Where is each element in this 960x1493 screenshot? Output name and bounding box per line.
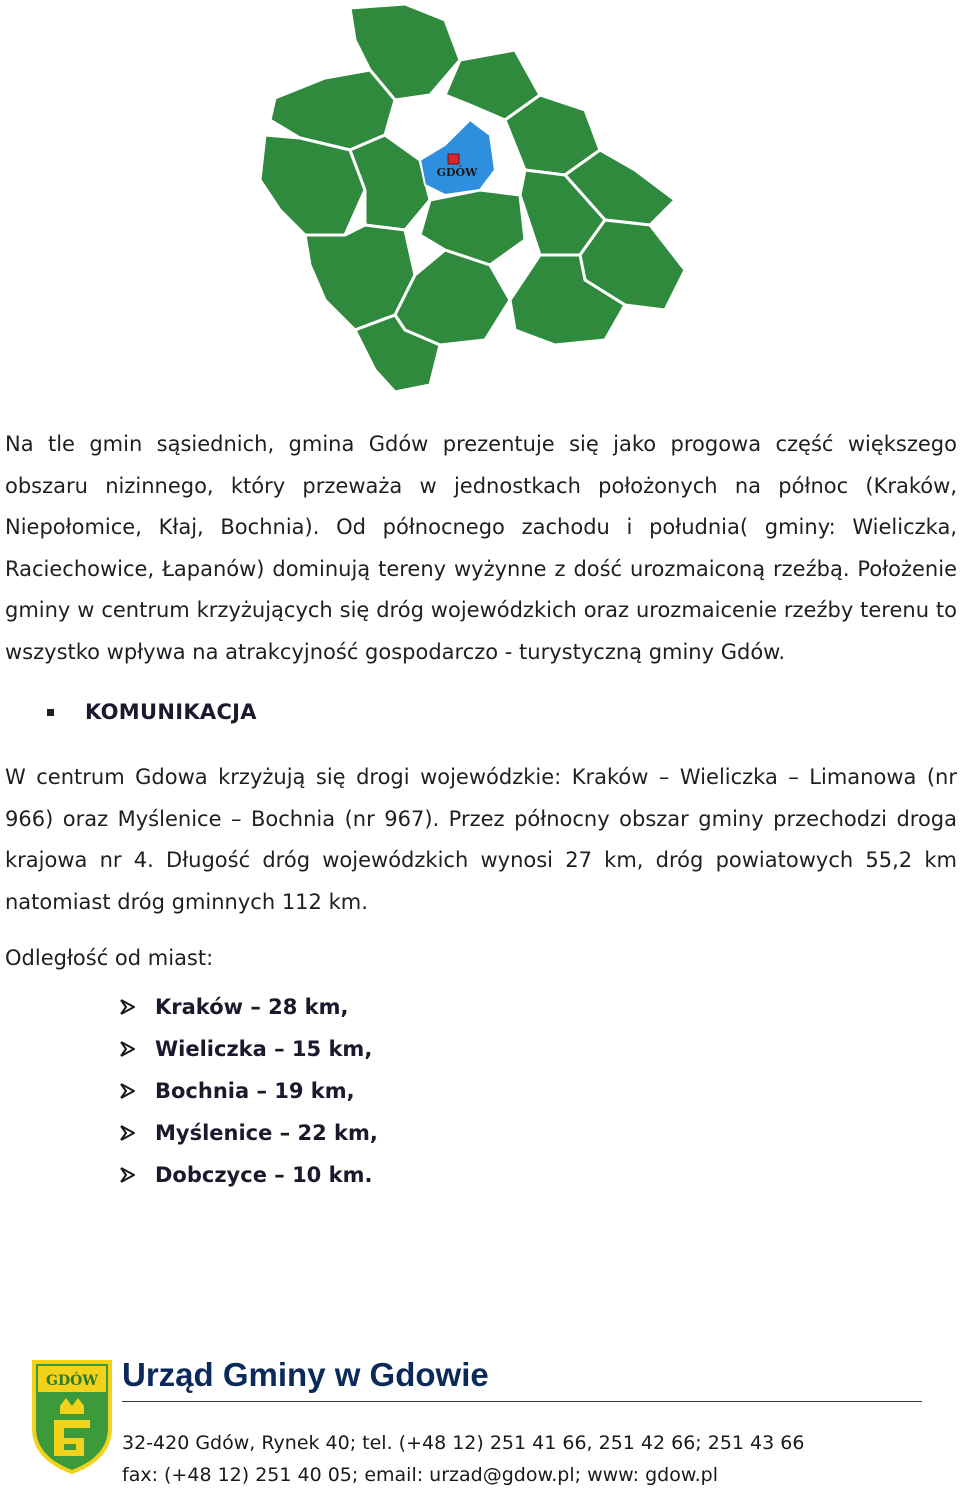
list-item [118,1154,378,1196]
footer-title: Urząd Gminy w Gdowie [122,1356,489,1393]
distance-text: Myślenice – 22 km, [155,1121,378,1145]
gdow-map-label: GDÓW [436,166,478,179]
intro-paragraph: Na tle gmin sąsiednich, gmina Gdów prezentuje się jako progowa część większego obszaru nizinnego, który przeważa w jednostkach położonych na północ (Kraków, Niepołomice, Kłaj, Bochnia). Od północnego zachodu i południa( gminy: Wieliczka, Raciechowice, Łapanów) dominują tereny wyżynne z dość urozmaiconą rzeźbą. Położenie gminy w centrum krzyżujących się dróg wojewódzkich oraz urozmaicenie rzeźby terenu to wszystko wpływa na atrakcyjność gospodarczo - turystyczną gminy Gdów. [5,432,957,664]
gdow-marker [448,154,459,164]
arrow-bullet-icon [118,1081,138,1101]
arrow-bullet-icon [118,1123,138,1143]
list-item [118,1112,378,1154]
map-municipalities [260,4,685,392]
map-region-center-west [350,135,430,230]
list-item [118,986,378,1028]
list-item [118,1070,378,1112]
roads-paragraph: W centrum Gdowa krzyżują się drogi wojewódzkie: Kraków – Wieliczka – Limanowa (nr 966) oraz Myślenice – Bochnia (nr 967). Przez północny obszar gminy przechodzi droga krajowa nr 4. Długość dróg wojewódzkich wynosi 27 km, dróg powiatowych 55,2 km natomiast dróg gminnych 112 km. [5,765,957,914]
map-region-center [420,190,525,265]
distance-text: Dobczyce – 10 km. [155,1163,373,1187]
distance-text: Bochnia – 19 km, [155,1079,355,1103]
list-item [118,1028,378,1070]
distance-text: Kraków – 28 km, [155,995,349,1019]
section-heading [47,700,257,724]
distance-list [118,986,378,1196]
distance-text: Wieliczka – 15 km, [155,1037,373,1061]
arrow-bullet-icon [118,1039,138,1059]
logo-text: GDÓW [45,1373,99,1389]
section-title: KOMUNIKACJA [85,700,257,724]
footer-contact: fax: (+48 12) 251 40 05; email: urzad@gdow.pl; www: gdow.pl [122,1464,719,1486]
municipality-map [255,0,705,400]
arrow-bullet-icon [118,997,138,1017]
footer-address: 32-420 Gdów, Rynek 40; tel. (+48 12) 251 41 66, 251 42 66; 251 43 66 [122,1432,805,1454]
arrow-bullet-icon [118,1165,138,1185]
square-bullet-icon [47,709,54,716]
footer-divider [122,1401,922,1402]
gdow-coat-of-arms-logo [22,1358,117,1476]
distances-label: Odległość od miast: [5,946,214,970]
